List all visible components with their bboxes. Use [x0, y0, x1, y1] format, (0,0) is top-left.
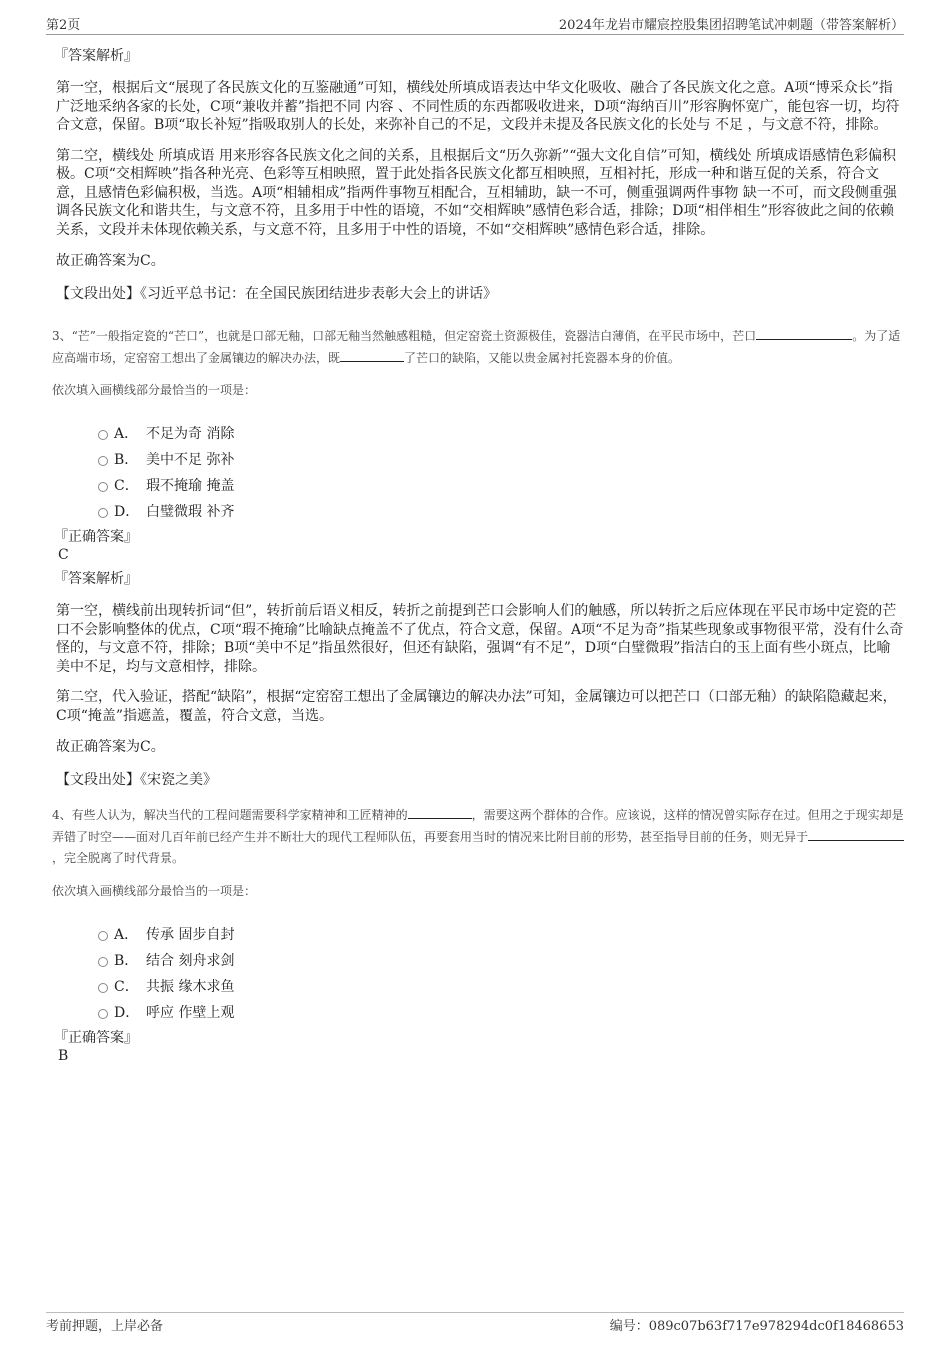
q4-instruction: 依次填入画横线部分最恰当的一项是：	[52, 884, 257, 898]
option-text: 美中不足 弥补	[146, 452, 235, 468]
option-text: 白璧微瑕 补齐	[146, 504, 235, 520]
page-number: 第2页	[46, 18, 81, 33]
q3-analysis-label: 『答案解析』	[54, 571, 138, 587]
q3-stem	[52, 325, 904, 369]
q4-stem	[52, 804, 904, 869]
code-label: 编号：	[609, 1319, 649, 1334]
q2-source: 【文段出处】《习近平总书记：在全国民族团结进步表彰大会上的讲话》	[56, 285, 497, 302]
q2-analysis-paragraph-2: 第二空，横线处 所填成语 用来形容各民族文化之间的关系，且根据后文“历久弥新”“强大文化自信”可知，横线处 所填成语感情色彩偏积极。C项“交相辉映”指各种光亮、色彩等互相映照，置于此处指各民族文化都互相映照，互相衬托，形成一种和谐互促的关系，符合文意，且感情色彩偏积极，当选。A项“相辅相成”指两件事物互相配合，互相辅助，缺一不可，侧重强调两件事物 缺一不可，而文段侧重强调各民族文化和谐共生，与文意不符，且多用于中性的语境，不如“交相辉映”感情色彩合适，排除；D项“相伴相生”形容彼此之间的依赖关系，文段并未体现依赖关系，与文意不符，且多用于中性的语境，不如“交相辉映”感情色彩合适，排除。	[56, 147, 897, 238]
q4-option-c[interactable]	[56, 974, 904, 1000]
radio-button[interactable]	[98, 482, 108, 492]
q4-blank-2	[808, 826, 904, 841]
q3-option-d[interactable]	[56, 499, 904, 525]
q3-instruction: 依次填入画横线部分最恰当的一项是：	[52, 383, 257, 397]
q3-analysis-paragraph-1: 第一空，横线前出现转折词“但”，转折前后语义相反，转折之前提到芒口会影响人们的触感，所以转折之后应体现在平民市场中定瓷的芒口不会影响整体的优点，C项“瑕不掩瑜”比喻缺点掩盖不了优点，符合文意，保留。A项“不足为奇”指某些现象或事物很平常，没有什么奇怪的，与文意不符，排除；B项“美中不足”指虽然很好，但还有缺陷，强调“有不足”，D项“白璧微瑕”指洁白的玉上面有些小斑点，比喻美中不足，均与文意相悖，排除。	[56, 603, 904, 675]
option-letter: A．	[114, 426, 139, 442]
main-content	[52, 46, 904, 1065]
radio-button[interactable]	[98, 1009, 108, 1019]
q3-option-a[interactable]	[56, 421, 904, 447]
question-3	[52, 325, 904, 401]
option-text: 瑕不掩瑜 掩盖	[146, 478, 235, 494]
q3-source: 【文段出处】《宋瓷之美》	[56, 771, 217, 788]
q4-answer: B	[58, 1048, 69, 1064]
option-text: 呼应 作壁上观	[146, 1005, 235, 1021]
q3-analysis-paragraph-2: 第二空，代入验证，搭配“缺陷”，根据“定窑窑工想出了金属镶边的解决办法”可知，金属镶边可以把芒口（口部无釉）的缺陷隐藏起来，C项“掩盖”指遮盖，覆盖，符合文意，当选。	[56, 689, 897, 724]
radio-button[interactable]	[98, 508, 108, 518]
radio-button[interactable]	[98, 957, 108, 967]
document-title: 2024年龙岩市耀宸控股集团招聘笔试冲刺题（带答案解析）	[558, 18, 904, 33]
document-code	[610, 1315, 904, 1334]
q4-option-d[interactable]	[56, 1000, 904, 1026]
footer-slogan: 考前押题，上岸必备	[46, 1319, 164, 1334]
option-letter: B．	[114, 953, 139, 969]
q3-options	[56, 421, 904, 525]
q4-stem-part-1: 4、有些人认为，解决当代的工程问题需要科学家精神和工匠精神的	[52, 808, 408, 822]
q3-answer-label: 『正确答案』	[54, 529, 138, 545]
option-text: 结合 刻舟求剑	[146, 953, 235, 969]
option-letter: D．	[114, 504, 140, 520]
option-letter: A．	[114, 927, 139, 943]
radio-button[interactable]	[98, 931, 108, 941]
radio-button[interactable]	[98, 430, 108, 440]
radio-button[interactable]	[98, 983, 108, 993]
q3-stem-part-3: 了芒口的缺陷，又能以贵金属衬托瓷器本身的价值。	[404, 351, 681, 365]
q3-conclusion: 故正确答案为C。	[56, 739, 165, 755]
question-4	[52, 804, 904, 902]
q3-stem-part-2: 。为了适应高端市场，定窑窑工想出了金属镶边的解决办法，既	[52, 329, 901, 365]
q3-option-c[interactable]	[56, 473, 904, 499]
q3-answer: C	[58, 547, 69, 563]
option-text: 共振 缘木求鱼	[146, 979, 235, 995]
q3-option-b[interactable]	[56, 447, 904, 473]
page-header	[46, 14, 904, 35]
q4-answer-label: 『正确答案』	[54, 1030, 138, 1046]
q4-stem-part-3: ，完全脱离了时代背景。	[52, 851, 185, 865]
option-letter: C．	[114, 478, 139, 494]
option-letter: B．	[114, 452, 139, 468]
code-value: 089c07b63f717e978294dc0f18468653	[648, 1319, 904, 1334]
q4-stem-part-2: ，需要这两个群体的合作。应该说，这样的情况曾实际存在过。但用之于现实却是弄错了时空——面对几百年前已经产生并不断壮大的现代工程师队伍，再要套用当时的情况来比附目前的形势，甚至指导目前的任务，则无异于	[52, 808, 904, 844]
q3-blank-1	[756, 325, 852, 340]
q2-conclusion: 故正确答案为C。	[56, 253, 165, 269]
q4-option-a[interactable]	[56, 922, 904, 948]
q3-stem-part-1: 3、“芒”一般指定瓷的“芒口”，也就是口部无釉，口部无釉当然触感粗糙，但定窑瓷土资源极佳，瓷器洁白薄俏，在平民市场中，芒口	[52, 329, 757, 343]
q4-options	[56, 922, 904, 1026]
q2-analysis-paragraph-1: 第一空，根据后文“展现了各民族文化的互鉴融通”可知，横线处所填成语表达中华文化吸收、融合了各民族文化之意。A项“博采众长”指广泛地采纳各家的长处，C项“兼收并蓄”指把不同 内容 、不同性质的东西都吸收进来，D项“海纳百川”形容胸怀宽广，能包容一切，均符合文意，保留。B项“取长补短”指吸取别人的长处，来弥补自己的不足，文段并未提及各民族文化的长处与 不足 ，与文意不符，排除。	[56, 80, 900, 133]
q4-blank-1	[408, 804, 472, 819]
option-letter: C．	[114, 979, 139, 995]
q3-blank-2	[340, 347, 404, 362]
q2-analysis-label: 『答案解析』	[54, 48, 138, 64]
page-footer	[46, 1312, 904, 1335]
radio-button[interactable]	[98, 456, 108, 466]
option-text: 不足为奇 消除	[146, 426, 235, 442]
option-text: 传承 固步自封	[146, 927, 235, 943]
q4-option-b[interactable]	[56, 948, 904, 974]
option-letter: D．	[114, 1005, 140, 1021]
